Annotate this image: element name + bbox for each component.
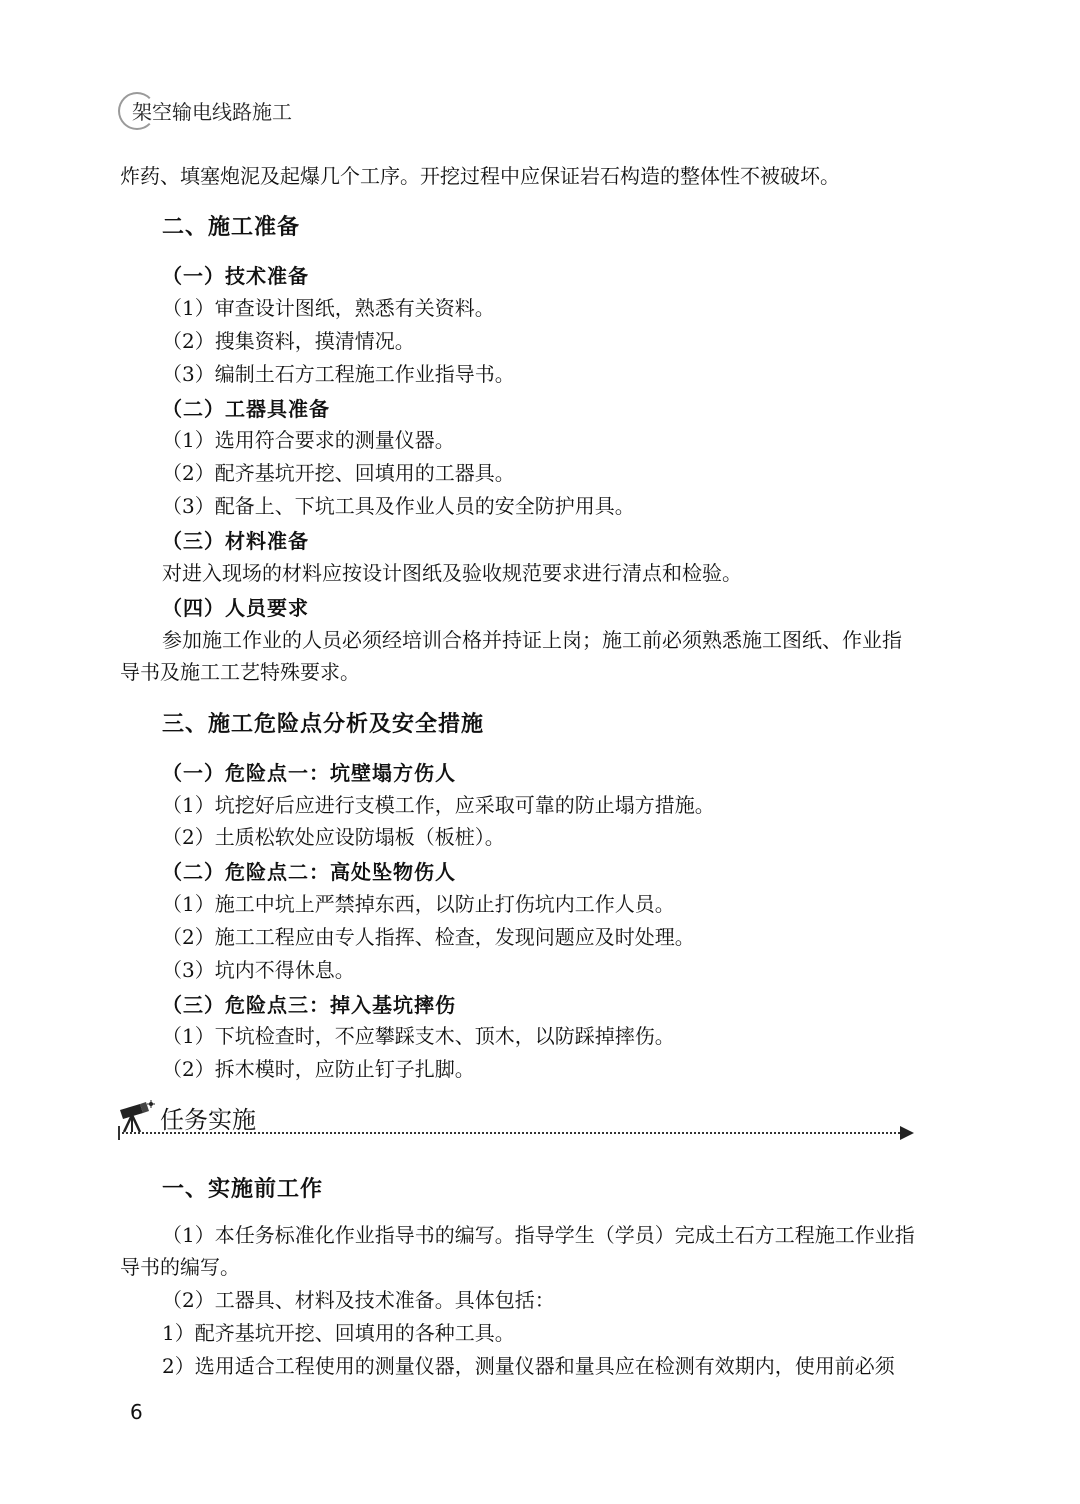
- telescope-icon: [118, 1100, 156, 1134]
- list-item: （2）搜集资料，摸清情况。: [162, 329, 415, 353]
- list-item: （2）配齐基坑开挖、回填用的工器具。: [162, 461, 515, 485]
- list-item: （2）施工工程应由专人指挥、检查，发现问题应及时处理。: [162, 925, 695, 949]
- subsection-heading: （二）危险点二：高处坠物伤人: [162, 860, 456, 884]
- list-item: 2）选用适合工程使用的测量仪器，测量仪器和量具应在检测有效期内，使用前必须: [162, 1354, 895, 1378]
- arrow-right-icon: [900, 1126, 914, 1140]
- paragraph-line: 导书及施工工艺特殊要求。: [120, 660, 360, 684]
- paragraph-line: 导书的编写。: [120, 1255, 240, 1279]
- page-number: 6: [130, 1400, 143, 1424]
- task-banner: [118, 1096, 918, 1144]
- list-item: （1）施工中坑上严禁掉东西，以防止打伤坑内工作人员。: [162, 892, 675, 916]
- list-item: （1）坑挖好后应进行支模工作，应采取可靠的防止塌方措施。: [162, 793, 715, 817]
- subsection-heading: （二）工器具准备: [162, 397, 330, 421]
- task-banner-title: 任务实施: [160, 1106, 256, 1134]
- paragraph: （2）工器具、材料及技术准备。具体包括：: [162, 1288, 555, 1312]
- list-item: （2）拆木模时，应防止钉子扎脚。: [162, 1057, 475, 1081]
- section-heading: 三、施工危险点分析及安全措施: [162, 712, 485, 737]
- banner-dotted-rule: [118, 1132, 908, 1134]
- list-item: （3）编制土石方工程施工作业指导书。: [162, 362, 515, 386]
- list-item: （1）下坑检查时，不应攀踩支木、顶木，以防踩掉摔伤。: [162, 1024, 675, 1048]
- list-item: （1）审查设计图纸，熟悉有关资料。: [162, 296, 495, 320]
- section-heading: 二、施工准备: [162, 215, 301, 240]
- list-item: （2）土质松软处应设防塌板（板桩）。: [162, 825, 505, 849]
- paragraph: 对进入现场的材料应按设计图纸及验收规范要求进行清点和检验。: [162, 561, 742, 585]
- running-title: 架空输电线路施工: [132, 100, 292, 124]
- subsection-heading: （一）危险点一：坑壁塌方伤人: [162, 761, 456, 785]
- paragraph-line: 参加施工作业的人员必须经培训合格并持证上岗；施工前必须熟悉施工图纸、作业指: [162, 628, 902, 652]
- list-item: 1）配齐基坑开挖、回填用的各种工具。: [162, 1321, 515, 1345]
- subsection-heading: （三）材料准备: [162, 529, 309, 553]
- subsection-heading: （四）人员要求: [162, 596, 309, 620]
- subsection-heading: （三）危险点三：掉入基坑摔伤: [162, 993, 456, 1017]
- list-item: （1）选用符合要求的测量仪器。: [162, 428, 455, 452]
- list-item: （3）配备上、下坑工具及作业人员的安全防护用具。: [162, 494, 635, 518]
- list-item: （3）坑内不得休息。: [162, 958, 355, 982]
- paragraph-continued: 炸药、填塞炮泥及起爆几个工序。开挖过程中应保证岩石构造的整体性不被破坏。: [120, 164, 840, 188]
- section-heading: 一、实施前工作: [162, 1177, 324, 1202]
- subsection-heading: （一）技术准备: [162, 264, 309, 288]
- paragraph-line: （1）本任务标准化作业指导书的编写。指导学生（学员）完成土石方工程施工作业指: [162, 1223, 915, 1247]
